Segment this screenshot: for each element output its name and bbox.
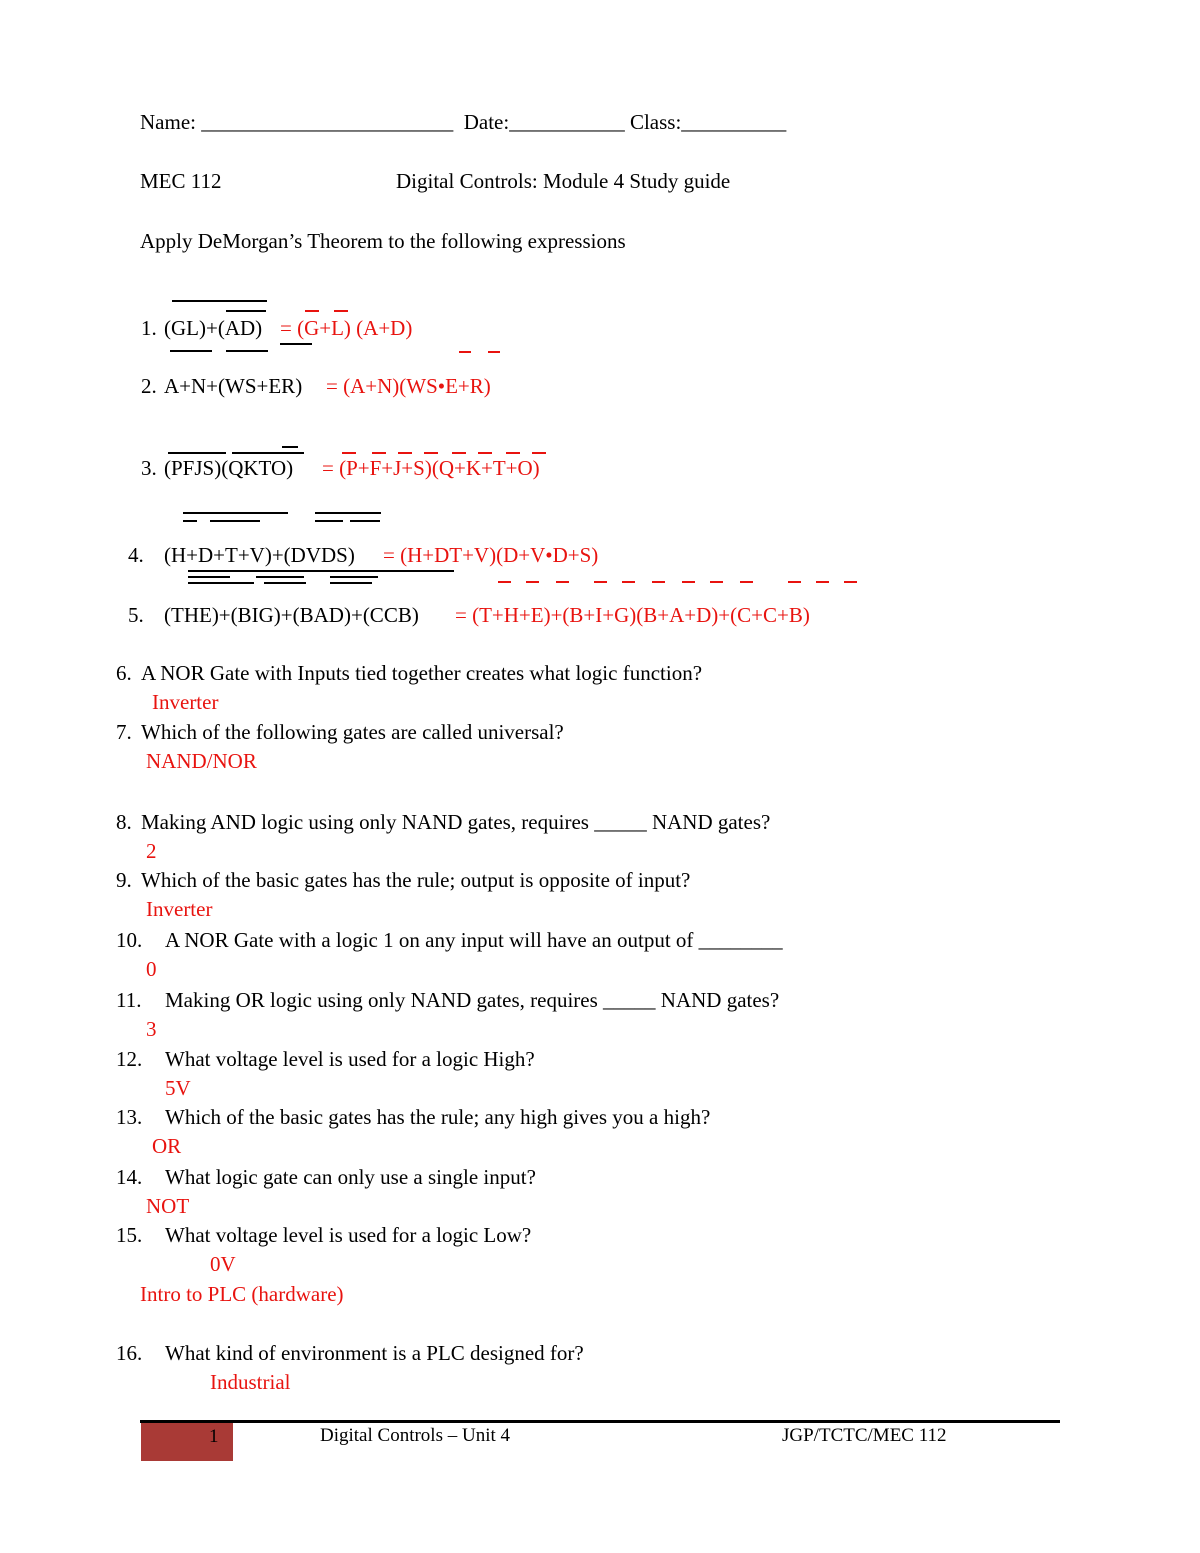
- answer: Industrial: [210, 1370, 291, 1394]
- question-text: A NOR Gate with a logic 1 on any input will have an output of ________: [165, 928, 783, 952]
- overline: [172, 300, 267, 302]
- answer-overline: [424, 452, 438, 454]
- question-text: Making AND logic using only NAND gates, requires _____ NAND gates?: [141, 810, 771, 834]
- item-number: 2.: [141, 374, 157, 398]
- page-number: 1: [209, 1426, 219, 1447]
- page-number-box: [141, 1423, 233, 1461]
- answer-overline: [622, 581, 635, 583]
- answer: NAND/NOR: [146, 749, 257, 773]
- answer-overline: [334, 310, 348, 312]
- answer-overline: [372, 452, 386, 454]
- answer-overline: [652, 581, 665, 583]
- expression: A+N+(WS+ER): [164, 374, 303, 398]
- expression: (H+D+T+V)+(DVDS): [164, 543, 355, 567]
- question-text: Making OR logic using only NAND gates, requires _____ NAND gates?: [165, 988, 780, 1012]
- answer: NOT: [146, 1194, 190, 1218]
- answer: Inverter: [152, 690, 219, 714]
- question-text: Which of the following gates are called universal?: [141, 720, 564, 744]
- question-number: 6.: [116, 661, 132, 685]
- overline: [282, 446, 298, 448]
- instruction-text: Apply DeMorgan’s Theorem to the following expressions: [140, 229, 626, 253]
- question-text: What logic gate can only use a single input?: [165, 1165, 536, 1189]
- answer: OR: [152, 1134, 182, 1158]
- answer-overline: [398, 452, 412, 454]
- underline: [226, 350, 268, 352]
- answer-overline: [342, 452, 356, 454]
- question-number: 11.: [116, 988, 142, 1012]
- overline: [210, 520, 260, 522]
- expression: (THE)+(BIG)+(BAD)+(CCB): [164, 603, 419, 627]
- answer-overline: [488, 351, 500, 353]
- question-number: 9.: [116, 868, 132, 892]
- underline: [280, 343, 312, 345]
- overline: [183, 520, 197, 522]
- answer: 0: [146, 957, 157, 981]
- answer-overline: [305, 310, 319, 312]
- item-number: 5.: [128, 603, 144, 627]
- overline: [232, 452, 304, 454]
- answer: = (P+F+J+S)(Q+K+T+O): [322, 456, 540, 480]
- item-number: 1.: [141, 316, 157, 340]
- underline: [188, 576, 230, 578]
- item-number: 4.: [128, 543, 144, 567]
- overline: [168, 452, 226, 454]
- item-number: 3.: [141, 456, 157, 480]
- expression: (PFJS)(QKTO): [164, 456, 294, 480]
- overline: [315, 512, 381, 514]
- underline: [264, 582, 306, 584]
- overline: [315, 520, 343, 522]
- answer: = (T+H+E)+(B+I+G)(B+A+D)+(C+C+B): [455, 603, 810, 627]
- answer-overline: [740, 581, 753, 583]
- name-date-class-line: Name: ________________________ Date:___________ Class:__________: [140, 110, 787, 134]
- question-number: 13.: [116, 1105, 143, 1129]
- question-text: What voltage level is used for a logic High?: [165, 1047, 535, 1071]
- question-text: What kind of environment is a PLC designed for?: [165, 1341, 584, 1365]
- underline: [188, 570, 454, 572]
- answer-overline: [788, 581, 801, 583]
- answer-overline: [594, 581, 607, 583]
- question-text: What voltage level is used for a logic Low?: [165, 1223, 532, 1247]
- answer: Inverter: [146, 897, 213, 921]
- overline: [226, 310, 266, 312]
- overline: [350, 520, 380, 522]
- answer-overline: [710, 581, 723, 583]
- answer: = (G+L) (A+D): [280, 316, 413, 340]
- answer-overline: [459, 351, 471, 353]
- answer: 5V: [165, 1076, 191, 1100]
- question-text: Which of the basic gates has the rule; output is opposite of input?: [141, 868, 691, 892]
- question-number: 12.: [116, 1047, 143, 1071]
- answer-overline: [556, 581, 569, 583]
- question-number: 15.: [116, 1223, 143, 1247]
- answer-overline: [682, 581, 695, 583]
- answer: = (H+DT+V)(D+V•D+S): [383, 543, 599, 567]
- section-heading: Intro to PLC (hardware): [140, 1282, 344, 1306]
- answer-overline: [478, 452, 492, 454]
- answer: = (A+N)(WS•E+R): [326, 374, 491, 398]
- overline: [183, 512, 288, 514]
- question-number: 14.: [116, 1165, 143, 1189]
- answer-overline: [452, 452, 466, 454]
- answer-overline: [506, 452, 520, 454]
- answer-overline: [526, 581, 539, 583]
- underline: [256, 576, 304, 578]
- underline: [188, 582, 254, 584]
- answer-overline: [816, 581, 829, 583]
- question-text: A NOR Gate with Inputs tied together creates what logic function?: [141, 661, 703, 685]
- course-code: MEC 112: [140, 169, 222, 193]
- answer: 3: [146, 1017, 157, 1041]
- underline: [330, 576, 378, 578]
- footer-center-text: Digital Controls – Unit 4: [320, 1425, 510, 1446]
- answer: 0V: [210, 1252, 236, 1276]
- answer-overline: [844, 581, 857, 583]
- underline: [170, 350, 212, 352]
- question-number: 7.: [116, 720, 132, 744]
- expression: (GL)+(AD): [164, 316, 263, 340]
- footer-rule: [140, 1420, 1060, 1423]
- question-text: Which of the basic gates has the rule; any high gives you a high?: [165, 1105, 711, 1129]
- answer-overline: [498, 581, 511, 583]
- underline: [330, 582, 372, 584]
- question-number: 16.: [116, 1341, 143, 1365]
- page-title: Digital Controls: Module 4 Study guide: [396, 169, 731, 193]
- question-number: 10.: [116, 928, 143, 952]
- answer-overline: [532, 452, 546, 454]
- footer-right-text: JGP/TCTC/MEC 112: [782, 1425, 947, 1446]
- answer: 2: [146, 839, 157, 863]
- question-number: 8.: [116, 810, 132, 834]
